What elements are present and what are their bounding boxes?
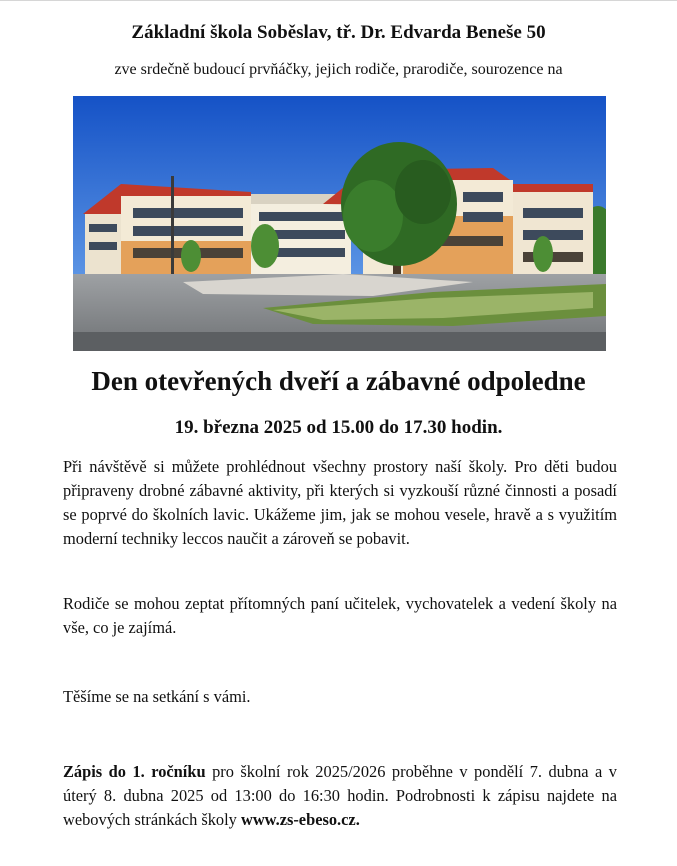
closing-greeting: Těšíme se na setkání s vámi. [63,687,251,706]
invitation-line: zve srdečně budoucí prvňáčky, jejich rodiče, prarodiče, sourozence na [114,61,563,78]
visit-description: Při návštěvě si můžete prohlédnout všechny prostory naší školy. Pro děti budou připraveny drobné zábavné aktivity, při kterých si vyzkouší různé činnosti a posadí se poprvé do školních lavic. Ukážeme jim, jak se mohou vesele, hravě a s využitím moderní techniky leccos naučit a zároveň se pobavit. [63,457,617,548]
lamp-post [171,176,174,286]
small-tree [181,240,201,272]
enrollment-end: . [355,810,360,829]
top-border [0,0,677,1]
school-name-heading: Základní škola Soběslav, tř. Dr. Edvarda Beneše 50 [131,22,546,43]
street [73,332,606,351]
left-wing-building [83,184,251,276]
enrollment-lead: Zápis do 1. ročníku [63,762,206,781]
parents-info: Rodiče se mohou zeptat přítomných paní učitelek, vychovatelek a vedení školy na vše, co je zajímá. [63,594,617,637]
school-website: www.zs-ebeso.cz [240,810,356,829]
school-building-photo [73,96,606,351]
small-tree [251,224,279,268]
small-tree [533,236,553,272]
enrollment-info [63,760,617,832]
enrollment-text: pro školní rok 2025/2026 proběhne v pondělí 7. dubna a v úterý 8. dubna 2025 od 13:00 do 16:30 hodin. Podrobnosti k zápisu najdete na webových stránkách školy [63,762,617,829]
event-title: Den otevřených dveří a zábavné odpoledne [91,366,586,396]
event-date: 19. března 2025 od 15.00 do 17.30 hodin. [174,417,503,438]
